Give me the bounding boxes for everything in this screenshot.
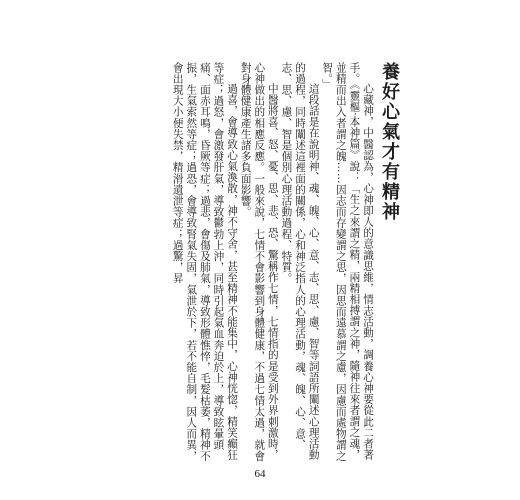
- paragraph: 這段話是在說明神、魂、魄、心、意、志、思、慮、智等詞語所闡述心理活動的過程，同時闡述這裡面的關係，心和神泛指人的心理活動，魂、魄、心、意、志、思、慮、智是個別心理活動過程、特質。: [280, 62, 320, 461]
- paragraph: 中醫將喜、怒、憂、思、悲、恐、驚稱作七情，七情指的是受到外界刺激時，心神做出的相應反應。一般來說，七情不會影響到身體健康，不過七情太過，就會對身體健康產生諸多負面影響。: [239, 62, 279, 462]
- paragraph: 心藏神，中醫認為，心神即人的意識思維，情志活動，調養心神要從此二者著手。《靈樞‧本神篇》說：「生之來謂之精，兩精相搏謂之神，隨神往來者謂之魂，並精而出入者謂之魄……因志而存變謂之思，因思而遠慕謂之慮，因慮而處物謂之智。」: [321, 62, 374, 462]
- paragraph: 過喜，會導致心氣渙散，神不守舍，甚至精神不能集中，心神恍惚，精笑癲狂等症；過怒，會激發肝氣，導致鬱勃上沖，同時引起氣血奔迫於上，導致眩暈頭痛、面赤耳鳴，昏厥等症；過悲，會傷及肺氣，導致形體憔悴，毛髮枯萎，精神不振，生氣索然等症；過恐，會導致腎氣失固，氣泄於下，若不能自制，因人而異，會出現大小便失禁，精滑遺泄等症；過驚，昇: [171, 62, 239, 462]
- chapter-title: 養好心氣才有精神: [379, 62, 400, 222]
- page-number: 64: [254, 468, 266, 480]
- body-text: [170, 62, 374, 462]
